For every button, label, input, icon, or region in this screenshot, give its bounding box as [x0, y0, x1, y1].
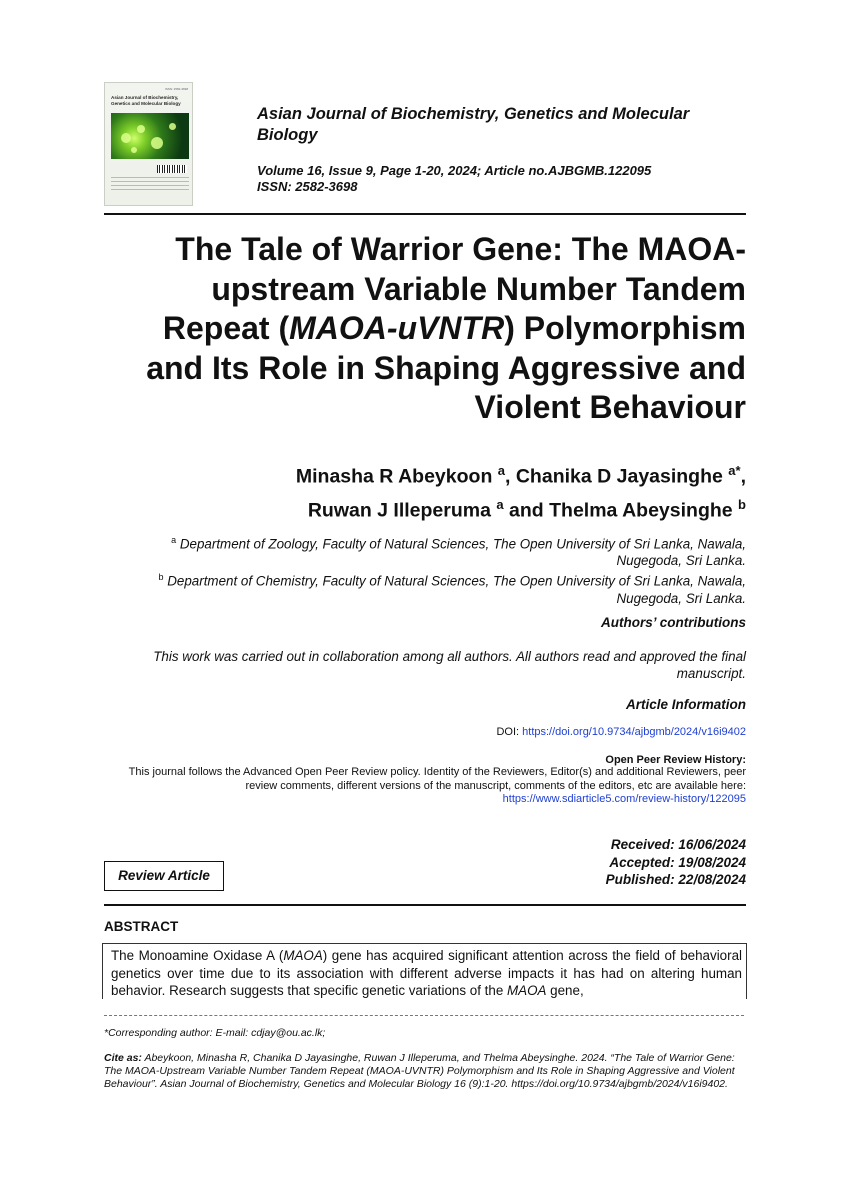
accepted-date: Accepted: 19/08/2024: [609, 854, 746, 870]
contributions-text: This work was carried out in collaboration among all authors. All authors read and approved the final manuscript.: [153, 649, 746, 681]
article-info-heading: Article Information: [625, 697, 746, 712]
cover-barcode: [157, 165, 187, 173]
author-list: Minasha R Abeykoon $^a$, Chanika D Jayasinghe $^{a*}$, Ruwan J Illeperuma $^a$ and Thelma Abeysinghe $^b$: [295, 463, 746, 522]
citation: Cite as: Abeykoon, Minasha R, Chanika D Jayasinghe, Ruwan J Illeperuma, and Thelma Abeysinghe. 2024. “The Tale of Warrior Gene: The MAOA-Upstream Variable Number Tandem Repeat (MAOA-UVNTR) Polymorphism and Its Role in Shaping Aggressive and Violent Behaviour”. Asian Journal of Biochemistry, Genetics and Molecular Biology 16 (9):1-20. https://doi.org/10.9734/ajbgmb/2024/v16i9402.: [104, 1052, 735, 1090]
article-dates: [450, 836, 746, 889]
journal-volume: Volume 16, Issue 9, Page 1-20, 2024; Article no.AJBGMB.122095: [257, 163, 652, 178]
journal-cover-image: [104, 82, 193, 206]
affiliations: $^a$ Department of Zoology, Faculty of Natural Sciences, The Open University of Sri Lanka, Nawala, Nugegoda, Sri Lanka. $^b$ Department of Chemistry, Faculty of Natural Sciences, The Open University of Sri Lanka, Nawala, Nugegoda, Sri Lanka.: [158, 535, 746, 606]
cover-title: Asian Journal of Biochemistry, Genetics and Molecular Biology: [111, 95, 181, 106]
received-date: Received: 16/06/2024: [610, 837, 746, 852]
title-line: and Its Role in Shaping Aggressive and: [146, 349, 746, 386]
title-line: The Tale of Warrior Gene: The MAOA-: [175, 231, 746, 267]
abstract-text: The Monoamine Oxidase A (MAOA) gene has acquired significant attention across the field of behavioral genetics over time due to its association with different adverse impacts it has had on altering human behavior. Research suggests that specific genetic variations of the MAOA gene,: [102, 943, 747, 999]
title-line: upstream Variable Number Tandem: [211, 270, 746, 307]
article-type-badge: Review Article: [104, 861, 224, 891]
doi-link[interactable]: https://doi.org/10.9734/ajbgmb/2024/v16i9402: [522, 726, 746, 738]
corresponding-author: *Corresponding author: E-mail: cdjay@ou.ac.lk;: [104, 1027, 326, 1039]
footnote-rule: [104, 1015, 744, 1016]
journal-issn: ISSN: 2582-3698: [257, 179, 358, 194]
peer-review-heading: Open Peer Review History:: [605, 754, 746, 766]
cover-molecule-graphic: [111, 113, 189, 159]
header-rule: [104, 213, 746, 215]
title-line: Violent Behaviour: [474, 389, 746, 425]
journal-info: [257, 163, 737, 195]
abstract-heading: ABSTRACT: [104, 919, 179, 934]
review-history-link[interactable]: https://www.sdiarticle5.com/review-history/122095: [502, 793, 746, 805]
peer-review-text: This journal follows the Advanced Open Peer Review policy. Identity of the Reviewers, Editor(s) and additional Reviewers, peer review comments, different versions of the manuscript, comments of the editors, etc are available here: https://www.sdiarticle5.com/review-history/122095: [104, 766, 746, 807]
cover-text-lines: [111, 177, 189, 193]
doi-line: DOI: https://doi.org/10.9734/ajbgmb/2024/v16i9402: [496, 726, 746, 738]
title-line: Repeat (MAOA-uVNTR) Polymorphism: [162, 310, 746, 346]
contributions-heading: Authors’ contributions: [601, 615, 746, 630]
article-title: [104, 230, 746, 428]
published-date: Published: 22/08/2024: [605, 872, 746, 887]
cover-issn: ISSN: 2582-3698: [164, 87, 188, 91]
journal-name: Asian Journal of Biochemistry, Genetics and Molecular Biology: [257, 105, 690, 144]
abstract-rule: [104, 904, 746, 906]
